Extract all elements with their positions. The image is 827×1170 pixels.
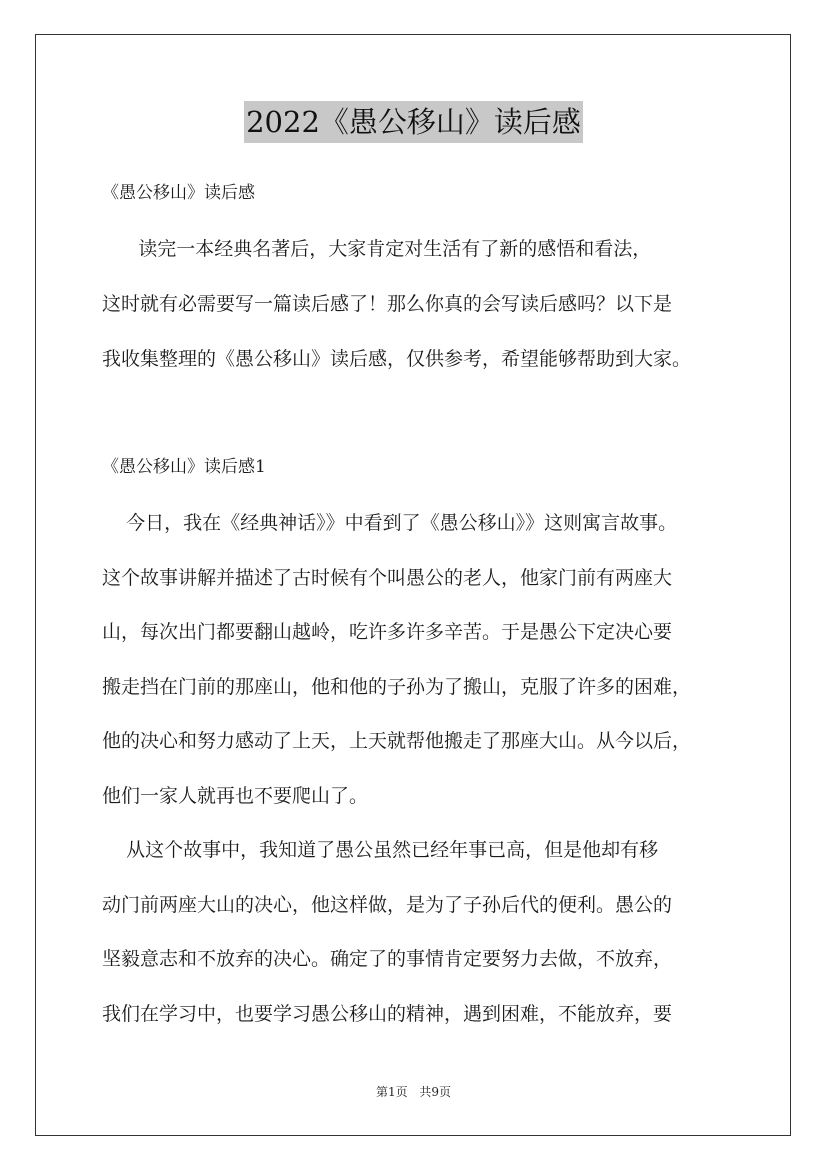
para2-line-3: 坚毅意志和不放弃的决心。确定了的事情肯定要努力去做，不放弃，	[102, 948, 673, 970]
intro-line-1: 读完一本经典名著后，大家肯定对生活有了新的感悟和看法，	[102, 238, 652, 260]
para1-line-5: 他的决心和努力感动了上天，上天就帮他搬走了那座大山。从今以后，	[102, 730, 692, 752]
para1-line-2: 这个故事讲解并描述了古时候有个叫愚公的老人，他家门前有两座大	[102, 567, 673, 589]
document-title: 2022《愚公移山》读后感	[244, 101, 583, 143]
section-heading-1: 《愚公移山》读后感1	[102, 457, 266, 477]
para1-line-1: 今日，我在《经典神话》》中看到了《愚公移山》》这则寓言故事。	[102, 512, 678, 534]
para1-line-3: 山，每次出门都要翻山越岭，吃许多许多辛苦。于是愚公下定决心要	[102, 621, 673, 643]
para2-line-1: 从这个故事中，我知道了愚公虽然已经年事已高，但是他却有移	[102, 839, 659, 861]
para2-line-2: 动门前两座大山的决心，他这样做，是为了子孙后代的便利。愚公的	[102, 894, 673, 916]
page-footer	[0, 1083, 827, 1100]
intro-line-2: 这时就有必需要写一篇读后感了！那么你真的会写读后感吗？以下是	[102, 293, 673, 315]
para1-line-4: 搬走挡在门前的那座山，他和他的子孙为了搬山，克服了许多的困难，	[102, 676, 692, 698]
intro-line-3: 我收集整理的《愚公移山》读后感，仅供参考，希望能够帮助到大家。	[102, 348, 692, 370]
page-number: 第1页	[375, 1085, 408, 1099]
para1-line-6: 他们一家人就再也不要爬山了。	[102, 785, 369, 807]
title-wrap	[0, 101, 827, 143]
page-total: 共9页	[419, 1085, 452, 1099]
section-heading-intro: 《愚公移山》读后感	[102, 183, 255, 203]
para2-line-4: 我们在学习中，也要学习愚公移山的精神，遇到困难，不能放弃，要	[102, 1003, 673, 1025]
